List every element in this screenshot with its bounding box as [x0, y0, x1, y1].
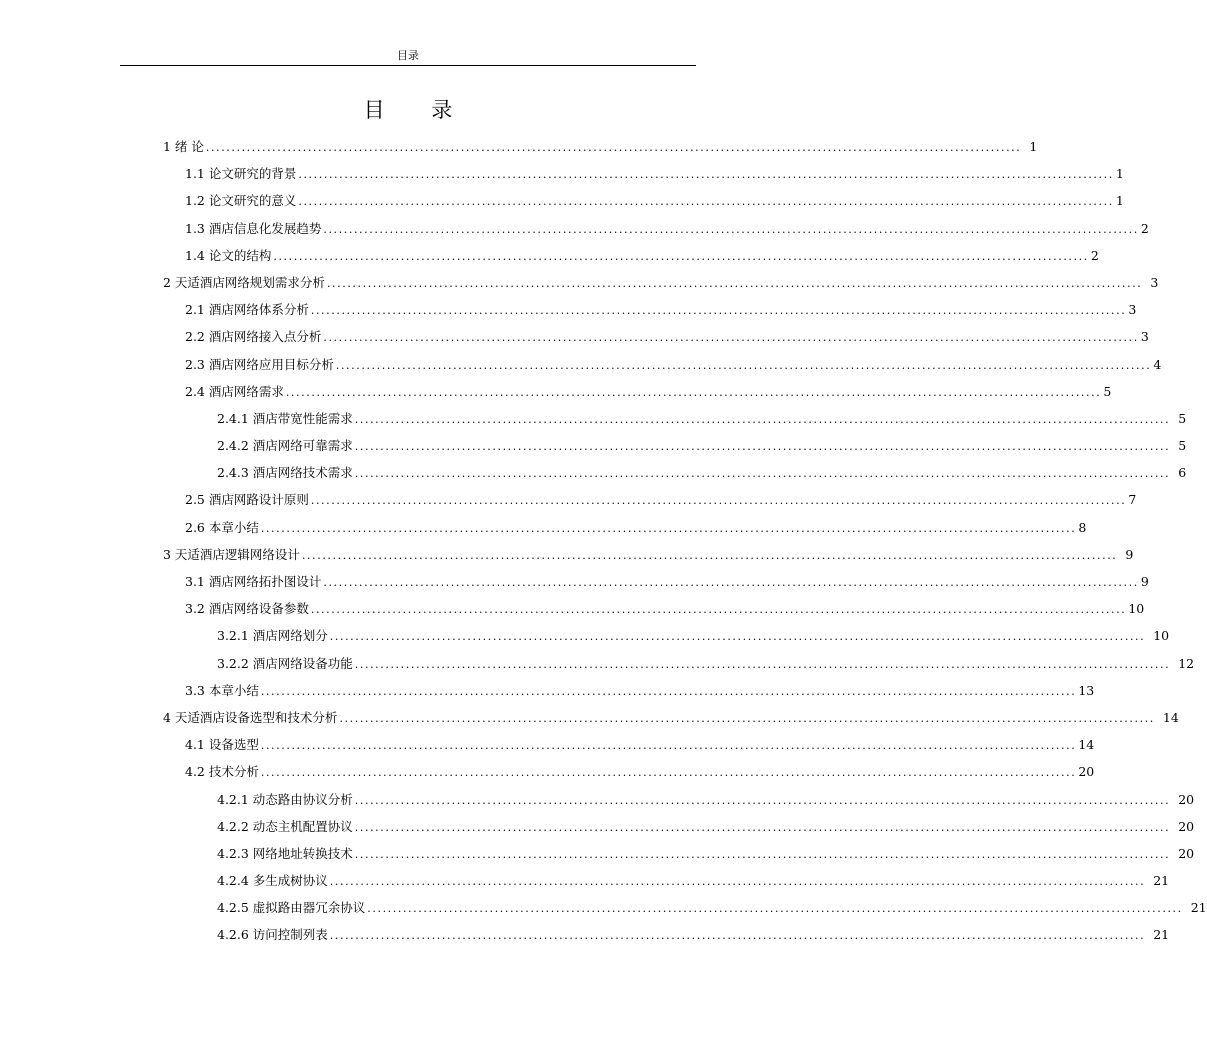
toc-leader: ................................................................................................................................................................ [354, 657, 1171, 671]
toc-entry[interactable] [0, 568, 1149, 595]
toc-page-number: 14 [1078, 737, 1095, 753]
header-rule [120, 65, 696, 66]
toc-entry[interactable] [0, 813, 1195, 840]
toc-page-number: 6 [1178, 465, 1187, 481]
toc-entry-text: 2.4.1 酒店带宽性能需求 [217, 410, 353, 426]
toc-leader: ................................................................................................................................................................ [354, 847, 1171, 861]
toc-leader: ................................................................................................................................................................ [339, 711, 1155, 725]
toc-entry[interactable] [0, 541, 1134, 568]
toc-entry-text: 1.4 论文的结构 [185, 247, 272, 263]
toc-entry-text: 3.2.1 酒店网络划分 [217, 628, 328, 644]
toc-entry[interactable] [0, 650, 1195, 677]
toc-page-number: 5 [1103, 383, 1112, 399]
toc-entry-text: 1 绪 论 [163, 139, 204, 154]
toc-entry[interactable] [0, 215, 1149, 242]
toc-entry[interactable] [0, 296, 1137, 323]
toc-leader: ................................................................................................................................................................ [329, 630, 1146, 644]
toc-entry-text: 1.3 酒店信息化发展趋势 [185, 220, 322, 236]
toc-leader: ................................................................................................................................................................ [260, 766, 1077, 780]
toc-entry[interactable] [0, 432, 1187, 459]
toc-entry-text: 2 天适酒店网络规划需求分析 [163, 274, 325, 290]
toc-leader: ................................................................................................................................................................ [323, 576, 1139, 589]
toc-entry-text: 3.3 本章小结 [185, 682, 259, 698]
toc-page-number: 5 [1178, 410, 1187, 426]
toc-page-number: 9 [1125, 546, 1134, 562]
toc-entry-text: 3.1 酒店网络拓扑图设计 [185, 574, 322, 589]
toc-leader: ................................................................................................................................................................ [335, 358, 1152, 372]
toc-page-number: 20 [1178, 818, 1195, 834]
toc-entry-text: 2.4.2 酒店网络可靠需求 [217, 438, 353, 454]
toc-leader: ................................................................................................................................................................ [323, 222, 1139, 236]
toc-entry[interactable] [0, 758, 1095, 785]
toc-entry-text: 2.6 本章小结 [185, 519, 259, 535]
toc-leader: ................................................................................................................................................................ [354, 820, 1171, 834]
toc-entry-text: 2.1 酒店网络体系分析 [185, 302, 309, 318]
toc-leader: ................................................................................................................................................................ [354, 412, 1171, 426]
toc-page-number: 20 [1078, 764, 1095, 780]
toc-entry-text: 4.2.2 动态主机配置协议 [217, 818, 353, 834]
toc-entry-text: 3.2.2 酒店网络设备功能 [217, 655, 353, 671]
toc-entry[interactable] [0, 269, 1159, 296]
toc-leader: ................................................................................................................................................................ [273, 249, 1089, 263]
toc-entry[interactable] [0, 459, 1187, 486]
toc-leader: ................................................................................................................................................................ [310, 603, 1127, 617]
toc-entry-text: 4.1 设备选型 [185, 737, 259, 753]
toc-entry[interactable] [0, 840, 1195, 867]
toc-leader: ................................................................................................................................................................ [326, 276, 1143, 290]
toc-leader: ................................................................................................................................................................ [310, 304, 1127, 318]
toc-leader: ................................................................................................................................................................ [354, 440, 1171, 454]
toc-page-number: 1 [1029, 139, 1038, 154]
toc-leader: ................................................................................................................................................................ [367, 902, 1183, 916]
toc-page-number: 8 [1078, 519, 1087, 535]
toc-page-number: 20 [1178, 845, 1195, 861]
toc-entry[interactable] [0, 486, 1137, 513]
toc-entry-text: 2.2 酒店网络接入点分析 [185, 329, 322, 345]
toc-entry[interactable] [0, 894, 1207, 921]
toc-leader: ................................................................................................................................................................ [298, 195, 1114, 209]
toc-entry[interactable] [0, 786, 1195, 813]
toc-entry-text: 4.2.4 多生成树协议 [217, 873, 328, 889]
toc-leader: ................................................................................................................................................................ [260, 684, 1077, 698]
toc-page-number: 3 [1150, 274, 1159, 290]
toc-entry[interactable] [0, 921, 1170, 948]
toc-list [0, 133, 1207, 949]
toc-page-number: 1 [1115, 166, 1124, 182]
toc-leader: ................................................................................................................................................................ [285, 385, 1102, 399]
toc-leader: ................................................................................................................................................................ [329, 929, 1146, 943]
toc-entry[interactable] [0, 595, 1145, 622]
toc-page-number: 3 [1128, 302, 1137, 318]
toc-entry-text: 2.3 酒店网络应用目标分析 [185, 356, 334, 372]
toc-entry[interactable] [0, 704, 1179, 731]
toc-leader: ................................................................................................................................................................ [329, 875, 1146, 889]
toc-leader: ................................................................................................................................................................ [260, 521, 1077, 535]
toc-entry[interactable] [0, 378, 1112, 405]
toc-entry-text: 1.2 论文研究的意义 [185, 193, 297, 209]
toc-entry-text: 2.4.3 酒店网络技术需求 [217, 465, 353, 481]
toc-page-number: 2 [1090, 247, 1099, 263]
toc-page-number: 14 [1162, 709, 1179, 725]
toc-leader: ................................................................................................................................................................ [205, 141, 1022, 154]
running-header: 目录 [397, 49, 419, 62]
toc-entry[interactable] [0, 242, 1099, 269]
toc-page-number: 13 [1078, 682, 1095, 698]
toc-leader: ................................................................................................................................................................ [310, 494, 1127, 508]
toc-entry[interactable] [0, 622, 1170, 649]
toc-leader: ................................................................................................................................................................ [301, 548, 1118, 562]
toc-entry-text: 3.2 酒店网络设备参数 [185, 601, 309, 617]
toc-page-number: 10 [1128, 601, 1145, 617]
toc-page-number: 7 [1128, 492, 1137, 508]
toc-page-number: 1 [1115, 193, 1124, 209]
toc-entry[interactable] [0, 160, 1124, 187]
toc-page-number: 21 [1190, 900, 1207, 916]
toc-leader: ................................................................................................................................................................ [354, 467, 1171, 481]
toc-page-number: 21 [1153, 927, 1170, 943]
toc-entry[interactable] [0, 351, 1162, 378]
toc-entry-text: 4.2.1 动态路由协议分析 [217, 791, 353, 807]
page-title: 目 录 [363, 98, 473, 122]
toc-leader: ................................................................................................................................................................ [354, 793, 1171, 807]
toc-entry[interactable] [0, 867, 1170, 894]
toc-entry[interactable] [0, 187, 1124, 214]
toc-entry-text: 4.2.6 访问控制列表 [217, 927, 328, 943]
toc-page-number: 5 [1178, 438, 1187, 454]
toc-entry[interactable] [0, 731, 1095, 758]
toc-page-number: 2 [1140, 220, 1149, 236]
toc-entry[interactable] [0, 514, 1087, 541]
toc-page-number: 20 [1178, 791, 1195, 807]
toc-entry-text: 2.5 酒店网路设计原则 [185, 492, 309, 508]
toc-page-number: 21 [1153, 873, 1170, 889]
toc-leader: ................................................................................................................................................................ [323, 331, 1139, 345]
toc-entry-text: 4.2.3 网络地址转换技术 [217, 845, 353, 861]
toc-entry[interactable] [0, 677, 1095, 704]
toc-leader: ................................................................................................................................................................ [260, 739, 1077, 753]
toc-entry-text: 4.2.5 虚拟路由器冗余协议 [217, 900, 366, 916]
toc-page-number: 12 [1178, 655, 1195, 671]
toc-entry-text: 4 天适酒店设备选型和技术分析 [163, 709, 338, 725]
toc-entry-text: 2.4 酒店网络需求 [185, 383, 284, 399]
toc-page-number: 10 [1153, 628, 1170, 644]
toc-entry[interactable] [0, 133, 1038, 160]
toc-page-number: 9 [1140, 574, 1149, 589]
toc-entry-text: 1.1 论文研究的背景 [185, 166, 297, 182]
toc-entry[interactable] [0, 405, 1187, 432]
toc-page-number: 3 [1140, 329, 1149, 345]
toc-page-number: 4 [1153, 356, 1162, 372]
toc-entry-text: 3 天适酒店逻辑网络设计 [163, 546, 300, 562]
toc-leader: ................................................................................................................................................................ [298, 168, 1114, 182]
toc-entry[interactable] [0, 323, 1149, 350]
toc-entry-text: 4.2 技术分析 [185, 764, 259, 780]
